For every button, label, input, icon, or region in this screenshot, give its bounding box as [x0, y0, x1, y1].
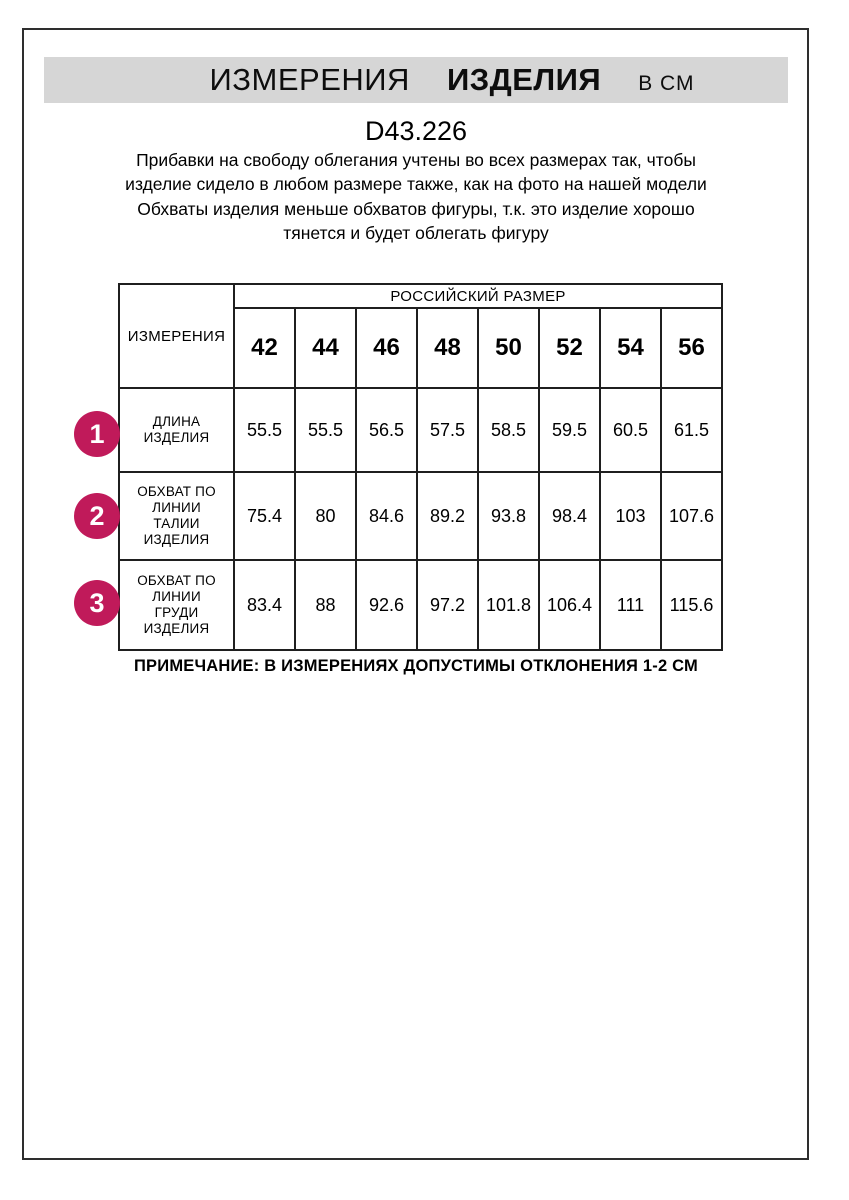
size-header: 46 — [356, 308, 417, 388]
size-header: 42 — [234, 308, 295, 388]
value-cell: 97.2 — [417, 560, 478, 650]
measurement-label: ОБХВАТ ПО ЛИНИИ ГРУДИ ИЗДЕЛИЯ — [119, 560, 234, 650]
value-cell: 93.8 — [478, 472, 539, 560]
row-number-badge: 1 — [74, 411, 120, 457]
table-row — [119, 472, 722, 560]
value-cell: 56.5 — [356, 388, 417, 472]
measure-column-header: ИЗМЕРЕНИЯ — [119, 284, 234, 388]
size-header: 50 — [478, 308, 539, 388]
size-header: 54 — [600, 308, 661, 388]
title-banner-text — [210, 62, 695, 98]
measurement-label: ОБХВАТ ПО ЛИНИИ ТАЛИИ ИЗДЕЛИЯ — [119, 472, 234, 560]
value-cell: 59.5 — [539, 388, 600, 472]
value-cell: 103 — [600, 472, 661, 560]
value-cell: 60.5 — [600, 388, 661, 472]
value-cell: 84.6 — [356, 472, 417, 560]
value-cell: 80 — [295, 472, 356, 560]
value-cell: 92.6 — [356, 560, 417, 650]
value-cell: 58.5 — [478, 388, 539, 472]
intro-text — [22, 148, 810, 245]
value-cell: 88 — [295, 560, 356, 650]
note-text: ПРИМЕЧАНИЕ: В ИЗМЕРЕНИЯХ ДОПУСТИМЫ ОТКЛОНЕНИЯ 1-2 СМ — [134, 657, 698, 675]
page-title-emphasis: ИЗДЕЛИЯ — [446, 62, 602, 97]
value-cell: 57.5 — [417, 388, 478, 472]
size-header: 48 — [417, 308, 478, 388]
value-cell: 111 — [600, 560, 661, 650]
value-cell: 75.4 — [234, 472, 295, 560]
row-number-badge: 3 — [74, 580, 120, 626]
product-code: D43.226 — [364, 116, 468, 146]
table-row — [119, 388, 722, 472]
size-group-header: РОССИЙСКИЙ РАЗМЕР — [234, 284, 722, 308]
table-row — [119, 560, 722, 650]
value-cell: 106.4 — [539, 560, 600, 650]
value-cell: 89.2 — [417, 472, 478, 560]
size-header: 52 — [539, 308, 600, 388]
row-number-badge: 2 — [74, 493, 120, 539]
size-table — [118, 283, 723, 651]
page-title-main: ИЗМЕРЕНИЯ — [209, 62, 410, 97]
intro-paragraph-2: Обхваты изделия меньше обхватов фигуры, т.к. это изделие хорошо тянется и будет облегать фигуру — [137, 199, 695, 243]
value-cell: 55.5 — [295, 388, 356, 472]
title-banner — [44, 57, 788, 103]
value-cell: 61.5 — [661, 388, 722, 472]
value-cell: 55.5 — [234, 388, 295, 472]
value-cell: 107.6 — [661, 472, 722, 560]
value-cell: 83.4 — [234, 560, 295, 650]
value-cell: 98.4 — [539, 472, 600, 560]
measurement-label: ДЛИНА ИЗДЕЛИЯ — [119, 388, 234, 472]
value-cell: 115.6 — [661, 560, 722, 650]
units-label: В СМ — [638, 72, 695, 95]
value-cell: 101.8 — [478, 560, 539, 650]
size-header: 44 — [295, 308, 356, 388]
intro-paragraph-1: Прибавки на свободу облегания учтены во всех размерах так, чтобы изделие сидело в любом размере также, как на фото на нашей модели — [125, 150, 707, 194]
size-header: 56 — [661, 308, 722, 388]
